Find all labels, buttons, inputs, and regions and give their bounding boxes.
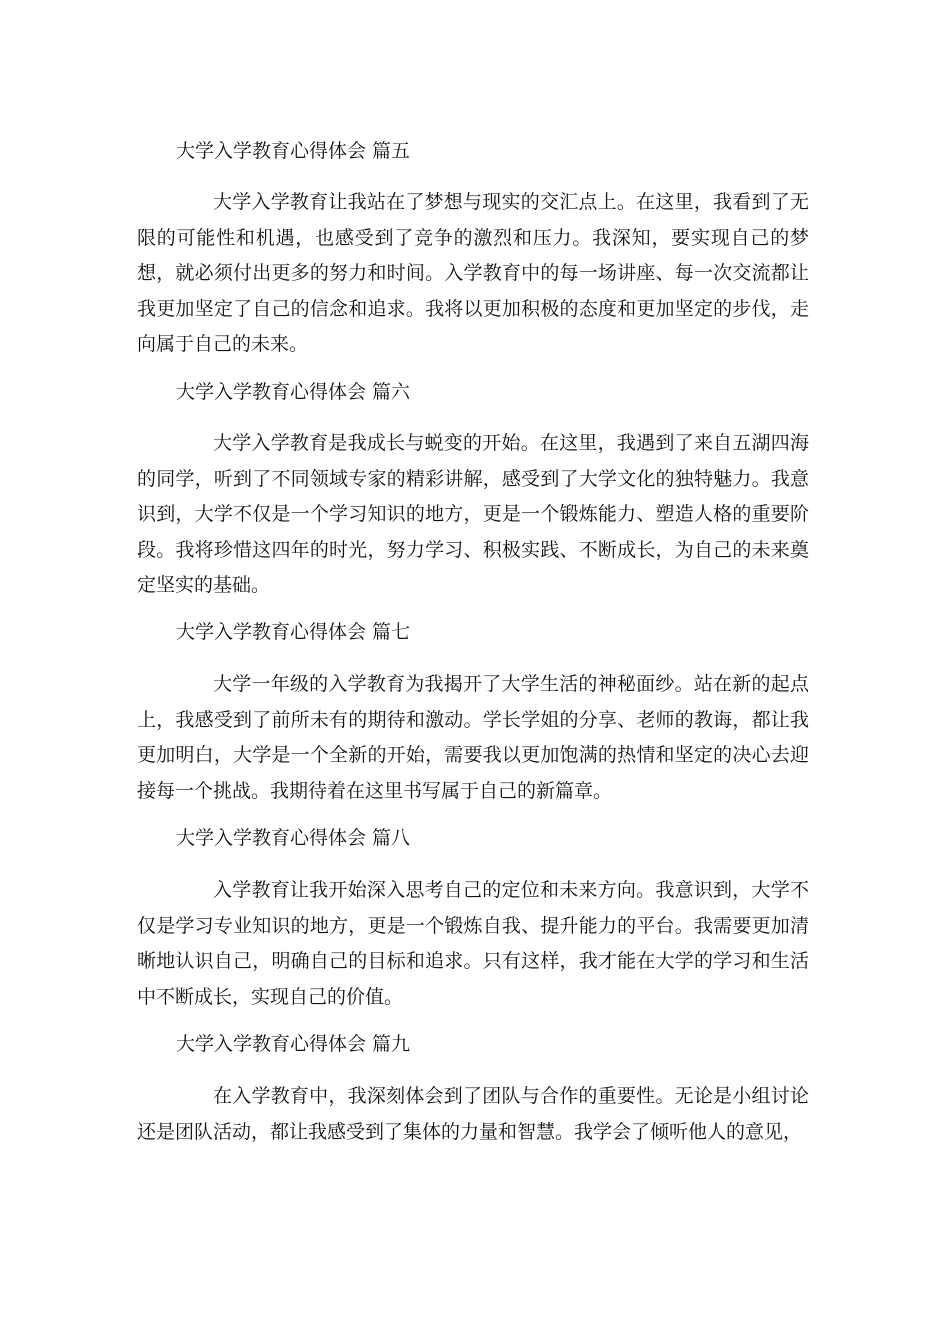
section-body-8: 入学教育让我开始深入思考自己的定位和未来方向。我意识到，大学不仅是学习专业知识的地方，更是一个锻炼自我、提升能力的平台。我需要更加清晰地认识自己，明确自己的目标和追求。只有这样，我才能在大学的学习和生活中不断成长，实现自己的价值。 bbox=[137, 879, 809, 1008]
section-title-8: 大学入学教育心得体会 篇八 bbox=[176, 827, 411, 849]
section-body-7: 大学一年级的入学教育为我揭开了大学生活的神秘面纱。站在新的起点上，我感受到了前所未有的期待和激动。学长学姐的分享、老师的教诲，都让我更加明白，大学是一个全新的开始，需要我以更加饱满的热情和坚定的决心去迎接每一个挑战。我期待着在这里书写属于自己的新篇章。 bbox=[137, 673, 809, 802]
section-title-6: 大学入学教育心得体会 篇六 bbox=[176, 381, 411, 403]
section-title-9: 大学入学教育心得体会 篇九 bbox=[176, 1033, 411, 1055]
section-title-7: 大学入学教育心得体会 篇七 bbox=[176, 621, 411, 643]
section-body-5: 大学入学教育让我站在了梦想与现实的交汇点上。在这里，我看到了无限的可能性和机遇，也感受到了竞争的激烈和压力。我深知，要实现自己的梦想，就必须付出更多的努力和时间。入学教育中的每一场讲座、每一次交流都让我更加坚定了自己的信念和追求。我将以更加积极的态度和更加坚定的步伐，走向属于自己的未来。 bbox=[137, 191, 809, 356]
section-body-9: 在入学教育中，我深刻体会到了团队与合作的重要性。无论是小组讨论还是团队活动，都让我感受到了集体的力量和智慧。我学会了倾听他人的意见， bbox=[137, 1085, 809, 1143]
section-title-5: 大学入学教育心得体会 篇五 bbox=[176, 140, 411, 162]
section-body-6: 大学入学教育是我成长与蜕变的开始。在这里，我遇到了来自五湖四海的同学，听到了不同领域专家的精彩讲解，感受到了大学文化的独特魅力。我意识到，大学不仅是一个学习知识的地方，更是一个锻炼能力、塑造人格的重要阶段。我将珍惜这四年的时光，努力学习、积极实践、不断成长，为自己的未来奠定坚实的基础。 bbox=[137, 432, 809, 597]
